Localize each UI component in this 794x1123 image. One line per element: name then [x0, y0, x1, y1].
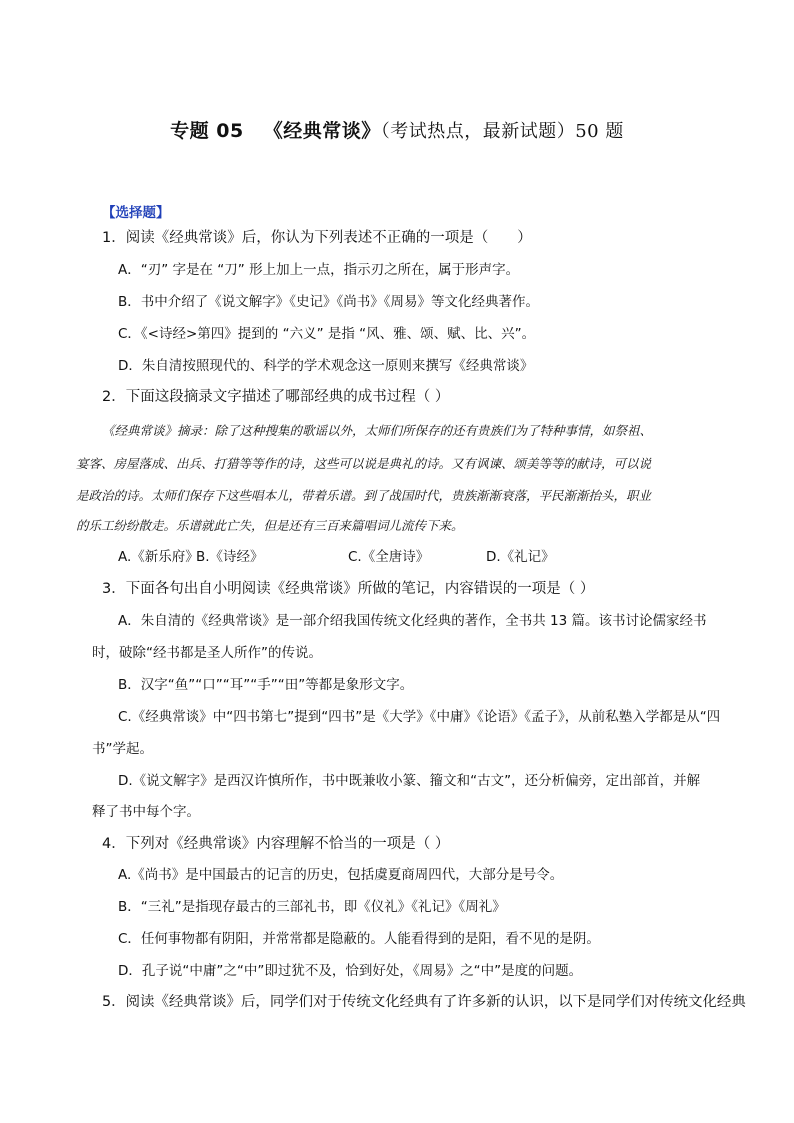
question-1-stem: 1．阅读《经典常谈》后，你认为下列表述不正确的一项是（ ） — [102, 230, 532, 246]
excerpt-line-2: 宴客、房屋落成、出兵、打猎等等作的诗，这些可以说是典礼的诗。又有讽谏、颂美等等的献诗，可以说 — [76, 456, 652, 471]
question-2-option-a: A.《新乐府》 — [118, 549, 199, 565]
page-title — [0, 116, 794, 143]
question-5-stem: 5．阅读《经典常谈》后，同学们对于传统文化经典有了许多新的认识，以下是同学们对传统文化经典 — [102, 994, 746, 1010]
title-main: 专题 05 — [170, 120, 244, 142]
question-1-option-d: D．朱自清按照现代的、科学的学术观念这一原则来撰写《经典常谈》 — [118, 358, 534, 374]
question-3-option-d-line-1: D.《说文解字》是西汉许慎所作，书中既兼收小篆、籀文和“古文”，还分析偏旁，定出部首，并解 — [118, 773, 701, 789]
question-3-option-c-line-2: 书”学起。 — [92, 741, 153, 757]
question-3-stem: 3．下面各句出自小明阅读《经典常谈》所做的笔记，内容错误的一项是（ ） — [102, 581, 595, 597]
excerpt-line-4: 的乐工纷纷散走。乐谱就此亡失，但是还有三百来篇唱词儿流传下来。 — [76, 518, 464, 533]
question-4-option-d: D．孔子说“中庸”之“中”即过犹不及，恰到好处，《周易》之“中”是度的问题。 — [118, 963, 583, 979]
section-heading: 【选择题】 — [102, 205, 170, 221]
question-3-option-c-line-1: C.《经典常谈》中“四书第七”提到“四书”是《大学》《中庸》《论语》《孟子》，从前私塾入学都是从“四 — [118, 709, 721, 725]
question-4-option-b: B．“三礼”是指现存最古的三部礼书，即《仪礼》《礼记》《周礼》 — [118, 899, 506, 915]
question-3-option-d-line-2: 释了书中每个字。 — [92, 804, 200, 820]
excerpt-line-3: 是政治的诗。太师们保存下这些唱本儿，带着乐谱。到了战国时代，贵族渐渐衰落，平民渐渐抬头，职业 — [76, 488, 652, 503]
question-2-option-d: D.《礼记》 — [486, 549, 555, 565]
question-4-stem: 4．下列对《经典常谈》内容理解不恰当的一项是（ ） — [102, 836, 450, 852]
question-1-option-b: B．书中介绍了《说文解字》《史记》《尚书》《周易》等文化经典著作。 — [118, 294, 540, 310]
question-3-option-a-line-2: 时，破除“经书都是圣人所作”的传说。 — [92, 645, 322, 661]
title-subtitle: （考试热点，最新试题）50 题 — [380, 121, 624, 142]
question-2-stem: 2．下面这段摘录文字描述了哪部经典的成书过程（ ） — [102, 389, 450, 405]
question-1-option-a: A．“刃” 字是在 “刀” 形上加上一点，指示刃之所在，属于形声字。 — [118, 262, 520, 278]
excerpt-line-1: 《经典常谈》摘录：除了这种搜集的歌谣以外，太师们所保存的还有贵族们为了特种事情，如祭祖、 — [102, 423, 653, 438]
question-3-option-a-line-1: A．朱自清的《经典常谈》是一部介绍我国传统文化经典的著作，全书共 13 篇。该书讨论儒家经书 — [118, 613, 707, 629]
title-book: 《经典常谈》 — [263, 120, 381, 142]
question-4-option-a: A.《尚书》是中国最古的记言的历史，包括虞夏商周四代，大部分是号令。 — [118, 867, 564, 883]
question-2-option-b: B.《诗经》 — [196, 549, 264, 565]
question-1-option-c: C．《<诗经>第四》提到的 “六义” 是指 “风、雅、颂、赋、比、兴”。 — [118, 326, 536, 342]
question-3-option-b: B．汉字“鱼”“口”“耳”“手”“田”等都是象形文字。 — [118, 677, 414, 693]
question-2-option-c: C.《全唐诗》 — [348, 549, 430, 565]
question-4-option-c: C．任何事物都有阴阳，并常常都是隐蔽的。人能看得到的是阳，看不见的是阴。 — [118, 931, 600, 947]
